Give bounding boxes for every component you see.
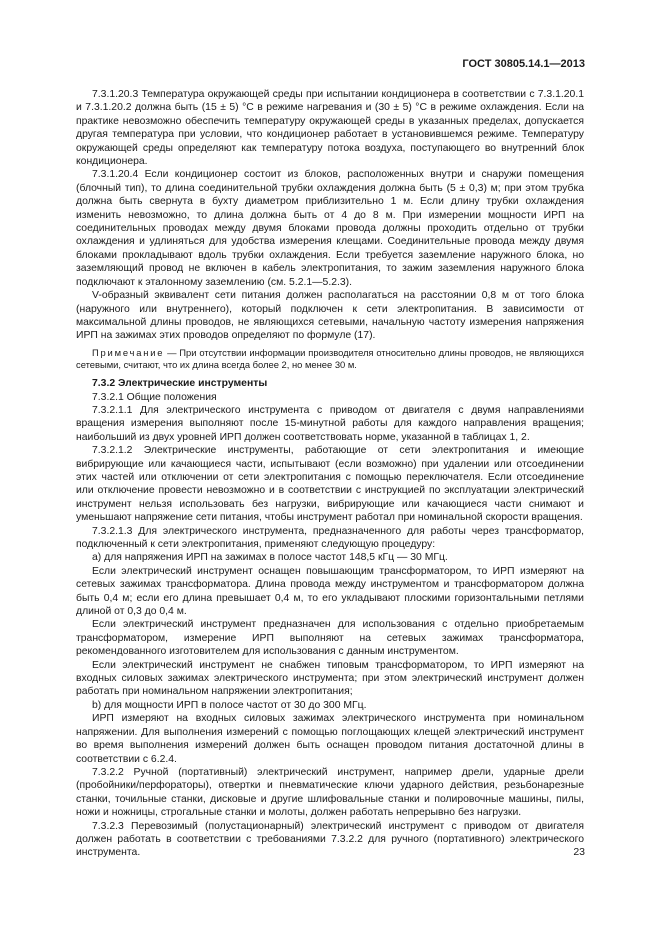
paragraph: Если электрический инструмент не снабжен типовым трансформатором, то ИРП измеряют на входных силовых зажимах электрического инструмента; при этом электрический инструмент должен работать при номинальном напряжении электропитания; — [76, 659, 584, 698]
paragraph: Если электрический инструмент предназначен для использования с отдельно приобретаемым трансформатором, измерение ИРП выполняют на сетевых зажимах трансформатора, рекомендованного изготовителем для использования с данным инструментом. — [76, 619, 584, 658]
paragraph: 7.3.1.20.4 Если кондиционер состоит из блоков, расположенных внутри и снаружи помещения (блочный тип), то длина соединительной трубки охлаждения должна быть (5 ± 0,3) м; при этом трубка должна быть свернута в бухту диаметром приблизительно 1 м. Если длину трубки охлаждения изменить невозможно, то длина должна быть от 4 до 8 м. При измерении мощности ИРП на соединительных проводах между двумя блоками провода должны проходить отдельно от трубки охлаждения и удлиняться для удобства измерения клещами. Соединительные провода между двумя блоками прокладывают вдоль трубки охлаждения. Если требуется заземление наружного блока, но заземляющий провод не включен в кабель электропитания, то зажим заземления наружного блока подключают к эталонному заземлению (см. 5.2.1—5.2.3). — [76, 169, 584, 288]
note-label: Примечание — [92, 346, 165, 358]
note — [76, 347, 584, 371]
paragraph: V-образный эквивалент сети питания должен располагаться на расстоянии 0,8 м от того блока (наружного или внутреннего), который подключен к сети электропитания. В зависимости от максимальной длины проводов, не являющихся сетевыми, начальную частоту измерения напряжения ИРП на зажимах этих проводов определяют по формуле (17). — [76, 290, 584, 342]
note-text: — При отсутствии информации производителя относительно длины проводов, не являющихся сетевыми, считают, что их длина всегда более 2, но менее 30 м. — [76, 346, 584, 370]
document-code: ГОСТ 30805.14.1—2013 — [462, 58, 585, 70]
paragraph: Если электрический инструмент оснащен повышающим трансформатором, то ИРП измеряют на сетевых зажимах трансформатора. Длина провода между инструментом и трансформатором должна быть 0,4 м; если его длина превышает 0,4 м, то его укладывают плоскими горизонтальными петлями длиной от 0,3 до 0,4 м. — [76, 565, 584, 618]
list-item: b) для мощности ИРП в полосе частот от 30 до 300 МГц. — [92, 699, 367, 711]
section-heading: 7.3.2 Электрические инструменты — [92, 378, 268, 390]
paragraph: 7.3.2.1 Общие положения — [92, 391, 217, 403]
paragraph: 7.3.2.1.3 Для электрического инструмента, предназначенного для работы через трансформатор, подключенный к сети электропитания, применяют следующую процедуру: — [76, 525, 584, 550]
paragraph: 7.3.2.2 Ручной (портативный) электрический инструмент, например дрели, ударные дрели (пробойники/перфораторы), отвертки и пневматические ключи ударного действия, резьбонарезные станки, точильные станки, дисковые и другие шлифовальные станки и полировочные машины, пилы, ножи и ножницы, строгальные станки и молоты, должен работать непрерывно без нагрузки. — [76, 766, 584, 819]
paragraph: 7.3.2.1.2 Электрические инструменты, работающие от сети электропитания и имеющие вибрирующие или качающиеся части, испытывают (если возможно) при удалении или отсоединении этих частей или отключении от сети электропитания с помощью переключателя. Если отсоединение или отключение провести невозможно и в соответствии с инструкцией по эксплуатации электрический инструмент нельзя использовать без нагрузки, вибрирующие или качающиеся части снимают и уменьшают напряжение сети питания, чтобы инструмент работал при номинальной скорости вращения. — [76, 445, 584, 524]
page-number: 23 — [573, 846, 585, 858]
document-body — [76, 88, 584, 860]
paragraph: 7.3.1.20.3 Температура окружающей среды при испытании кондиционера в соответствии с 7.3.1.20.1 и 7.3.1.20.2 должна быть (15 ± 5) °С в режиме нагревания и (30 ± 5) °С в режиме охлаждения. Если на практике невозможно обеспечить температуру окружающей среды в указанных пределах, допускается другая температура при условии, что кондиционер работает в установившемся режиме. Температуру окружающей среды определяют как температуру потока воздуха, поступающего во внутренний блок кондиционера. — [76, 89, 584, 168]
paragraph: 7.3.2.3 Перевозимый (полустационарный) электрический инструмент с приводом от двигателя должен работать в соответствии с требованиями 7.3.2.2 для ручного (портативного) электрического инструмента. — [76, 820, 584, 859]
list-item: а) для напряжения ИРП на зажимах в полосе частот 148,5 кГц — 30 МГц. — [92, 552, 448, 564]
paragraph: ИРП измеряют на входных силовых зажимах электрического инструмента при номинальном напряжении. Для выполнения измерений с помощью поглощающих клещей электрический инструмент во время выполнения измерений должен быть оснащен проводом питания достаточной длины в соответствии с 6.2.4. — [76, 713, 584, 765]
paragraph: 7.3.2.1.1 Для электрического инструмента с приводом от двигателя с двумя направлениями вращения измерения выполняют после 15-минутной работы для каждого направления вращения; наибольший из двух уровней ИРП должен соответствовать норме, указанной в таблицах 1, 2. — [76, 404, 584, 443]
